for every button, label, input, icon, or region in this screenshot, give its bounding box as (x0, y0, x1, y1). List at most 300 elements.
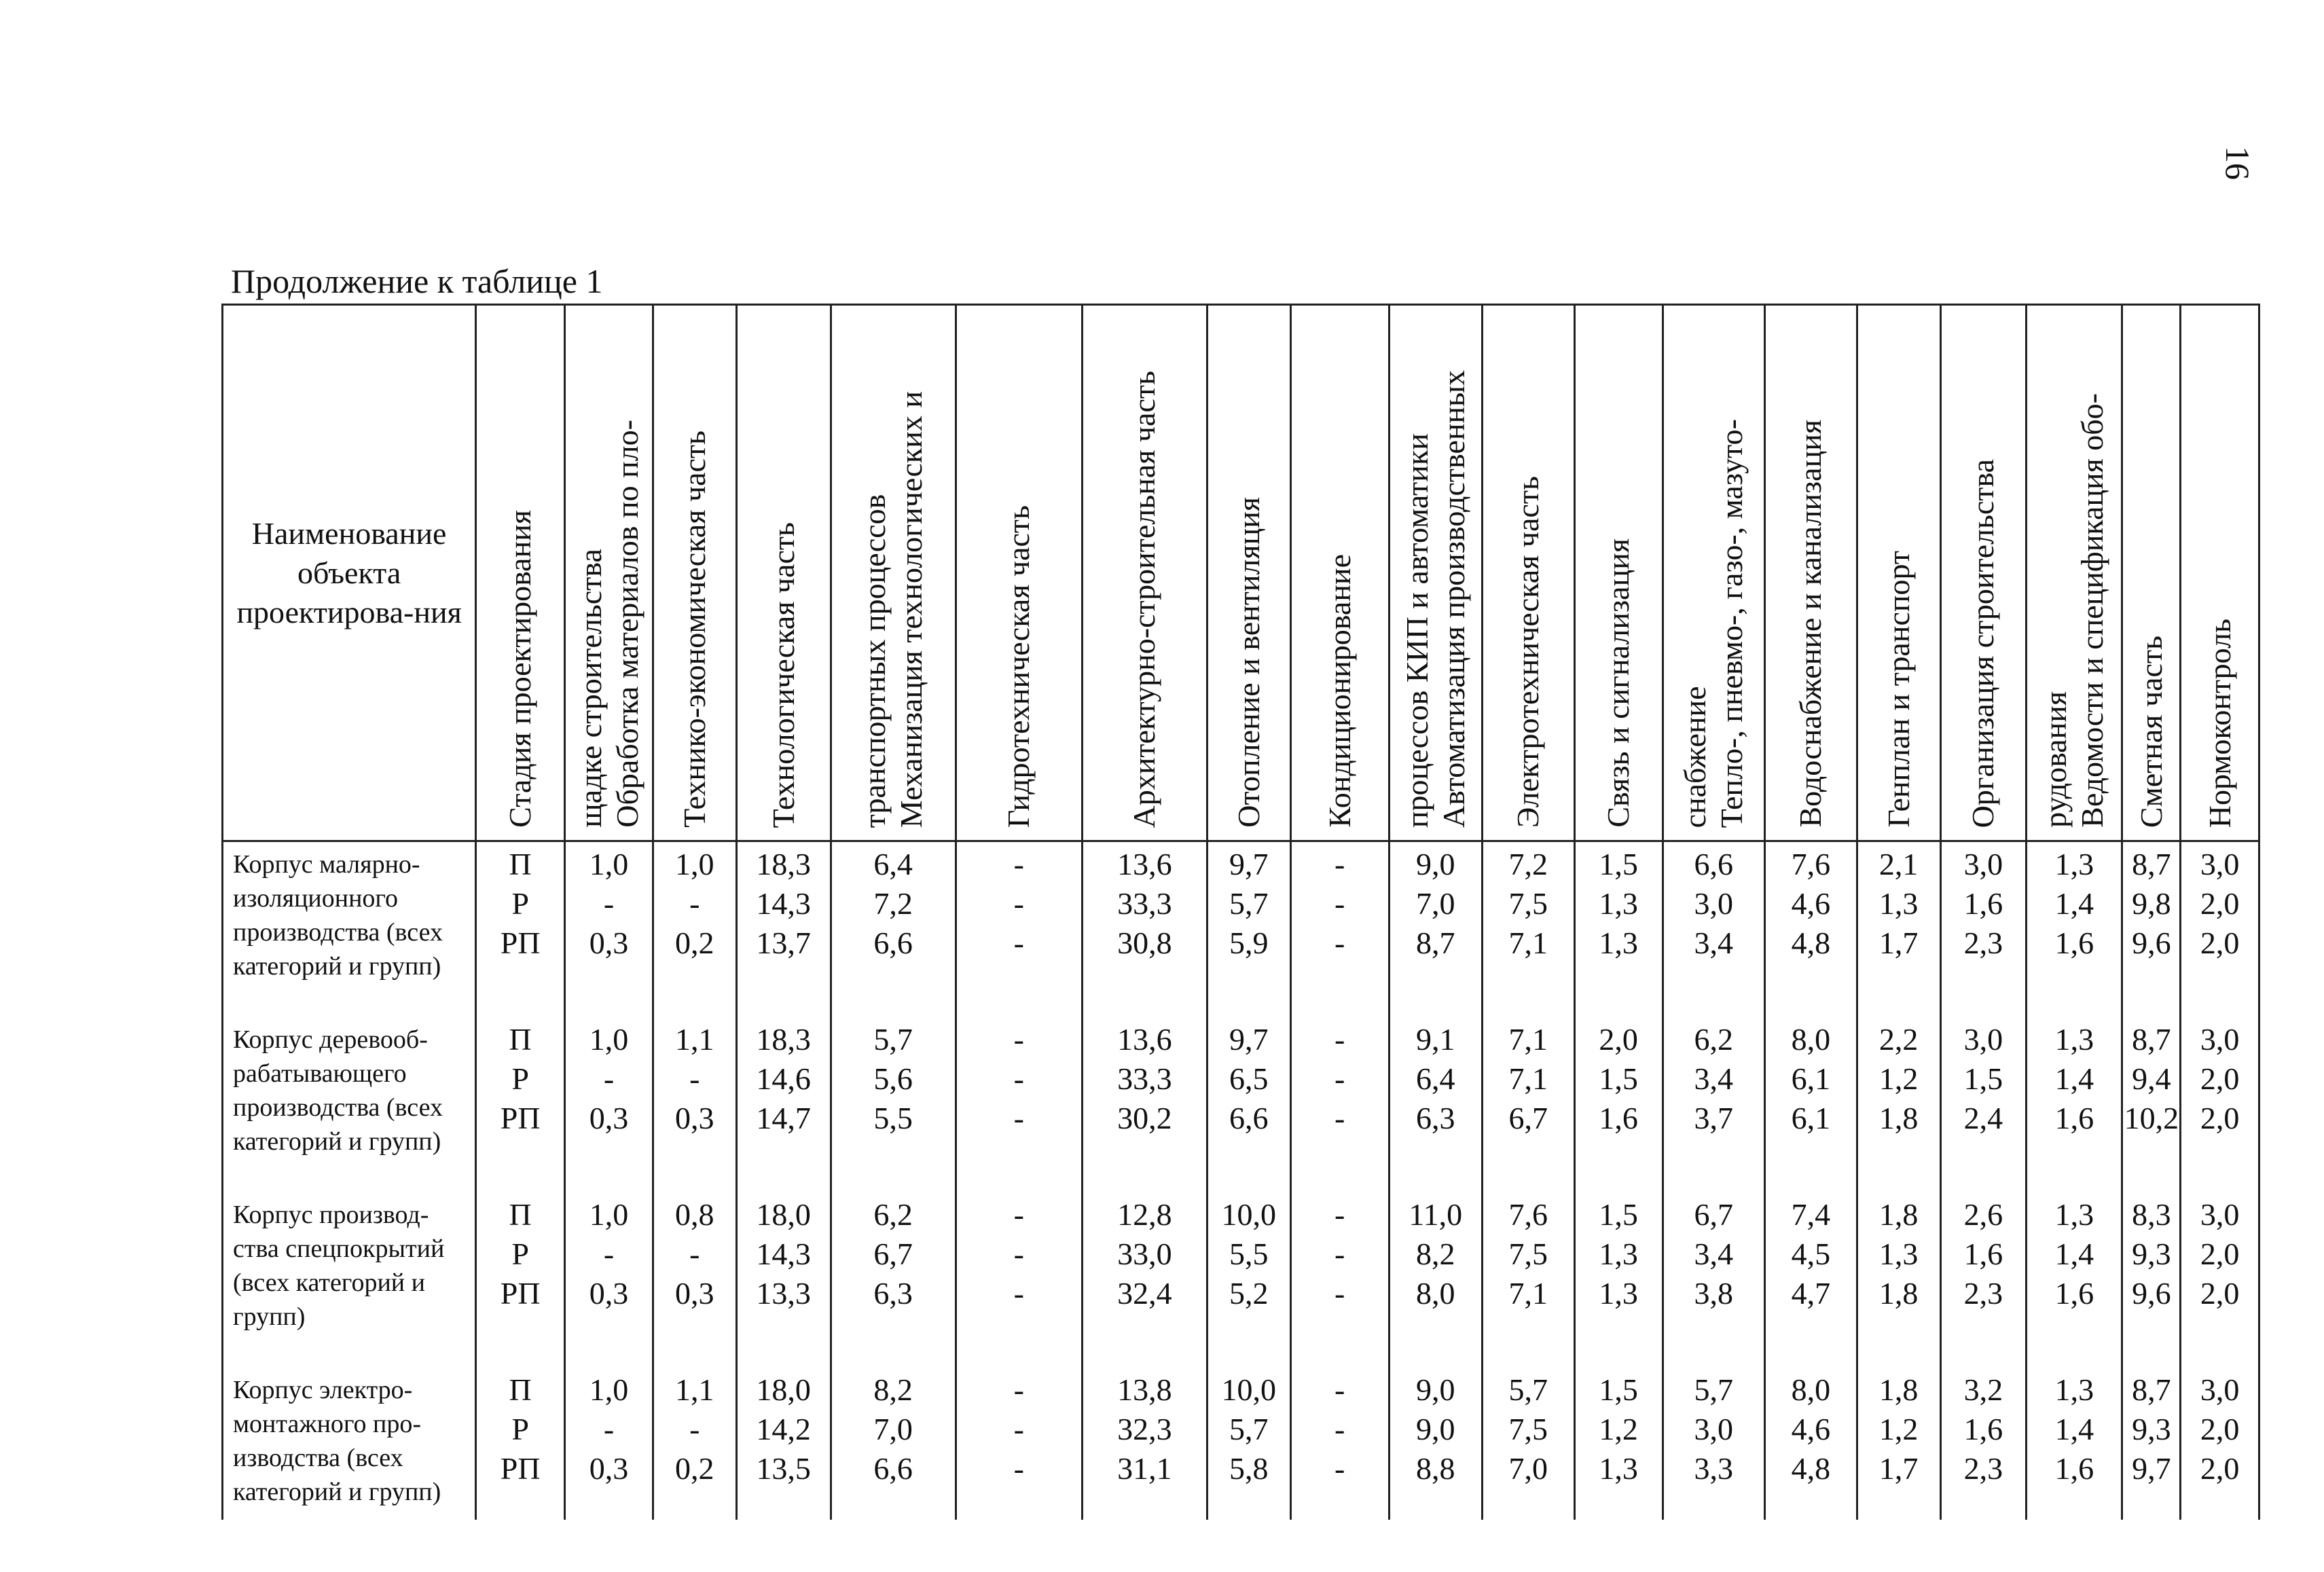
value: 1,8 (1878, 1276, 1919, 1311)
value: 3,2 (1963, 1372, 2003, 1407)
object-name-cell (223, 841, 476, 1018)
value: 0,3 (675, 1101, 714, 1135)
object-name-line: групп) (233, 1302, 306, 1331)
value: - (1013, 926, 1024, 960)
value: 7,5 (1508, 1412, 1548, 1446)
value: - (1334, 1276, 1345, 1311)
value-cell (1663, 1192, 1764, 1368)
header-c7: Отопление и вентиляция (1207, 305, 1290, 841)
object-name-line: монтажного про- (233, 1410, 422, 1438)
value: 5,8 (1229, 1451, 1269, 1486)
value: 0,3 (589, 1101, 629, 1135)
value-cell (1482, 1192, 1574, 1368)
value: 1,3 (1599, 886, 1638, 921)
value: 4,7 (1791, 1276, 1831, 1311)
value: 1,4 (2054, 1412, 2094, 1446)
table-row (223, 1192, 2259, 1368)
value: 1,3 (1599, 1451, 1638, 1486)
object-name-line: (всех категорий и (233, 1268, 425, 1297)
value: 1,6 (1599, 1101, 1638, 1135)
object-name-line: категорий и групп) (233, 1127, 441, 1156)
value: 4,8 (1791, 926, 1831, 960)
value: 8,0 (1415, 1276, 1455, 1311)
value: 9,0 (1415, 1412, 1455, 1446)
value: 0,8 (675, 1197, 714, 1232)
value: 30,2 (1117, 1101, 1172, 1135)
value: 7,1 (1508, 926, 1548, 960)
value: 0,2 (675, 926, 714, 960)
value: 9,1 (1415, 1022, 1455, 1057)
value: 1,8 (1878, 1101, 1919, 1135)
value: 13,6 (1117, 1022, 1172, 1057)
value-cell (1482, 1368, 1574, 1520)
value-cell (1764, 1017, 1857, 1192)
table-row (223, 1368, 2259, 1520)
value: 2,3 (1963, 926, 2003, 960)
value: 18,0 (756, 1197, 811, 1232)
value: 12,8 (1117, 1197, 1172, 1232)
value: 1,3 (1599, 1276, 1638, 1311)
header-c3: Технологическая часть (736, 305, 831, 841)
header-row (223, 305, 2259, 841)
value: 2,0 (1599, 1022, 1638, 1057)
value: 1,1 (675, 1372, 714, 1407)
value-cell (736, 1017, 831, 1192)
value: 1,6 (2054, 1451, 2094, 1486)
stage-value: РП (500, 1101, 541, 1135)
value-cell (956, 1368, 1082, 1520)
value: 18,3 (756, 847, 811, 881)
value-cell (2181, 1192, 2259, 1368)
value: - (689, 886, 700, 921)
value-cell (956, 841, 1082, 1018)
value: - (1013, 1451, 1024, 1486)
stage-value: Р (511, 1061, 529, 1096)
value: 2,0 (2200, 1412, 2240, 1446)
value-cell (1082, 1017, 1207, 1192)
value: 7,1 (1508, 1061, 1548, 1096)
value-cell (956, 1192, 1082, 1368)
value-cell (1207, 1368, 1290, 1520)
header-c17: Сметная часть (2122, 305, 2181, 841)
object-name-line: категорий и групп) (233, 1478, 441, 1506)
value: 8,2 (873, 1372, 913, 1407)
table-caption: Продолжение к таблице 1 (231, 262, 603, 300)
value: 1,3 (1599, 1237, 1638, 1271)
value: - (1334, 1451, 1345, 1486)
object-name-line: ства спецпокрытий (233, 1235, 445, 1263)
value: 1,8 (1878, 1372, 1919, 1407)
value-cell (1290, 841, 1389, 1018)
value: 6,3 (873, 1276, 913, 1311)
value: 1,6 (1963, 886, 2003, 921)
header-c13: Водоснабжение и канализация (1764, 305, 1857, 841)
value: 1,6 (2054, 926, 2094, 960)
value: 10,2 (2124, 1101, 2179, 1135)
value: 7,5 (1508, 1237, 1548, 1271)
value: 9,0 (1415, 847, 1455, 881)
value-cell (565, 1192, 653, 1368)
value: 9,7 (2132, 1451, 2171, 1486)
value: 8,7 (1415, 926, 1455, 960)
value: 1,1 (675, 1022, 714, 1057)
value: 6,7 (1508, 1101, 1548, 1135)
value-cell (1574, 1368, 1663, 1520)
value: 4,6 (1791, 886, 1831, 921)
value-cell (1389, 1017, 1482, 1192)
value: 1,3 (2054, 1197, 2094, 1232)
value-cell (1764, 841, 1857, 1018)
value: 0,2 (675, 1451, 714, 1486)
header-c11: Связь и сигнализация (1574, 305, 1663, 841)
value: 6,2 (873, 1197, 913, 1232)
value: 3,7 (1694, 1101, 1733, 1135)
value-cell (1389, 1368, 1482, 1520)
value: - (1013, 886, 1024, 921)
value-cell (1857, 841, 1940, 1018)
object-name-cell (223, 1368, 476, 1520)
value: 8,7 (2132, 1022, 2171, 1057)
header-c9: Автоматизация производственных процессов КИП и автоматики (1389, 305, 1482, 841)
stage-value: Р (511, 1412, 529, 1446)
header-c2: Технико-экономическая часть (653, 305, 736, 841)
value-cell (1857, 1192, 1940, 1368)
value: 5,5 (873, 1101, 913, 1135)
value: 9,3 (2132, 1412, 2171, 1446)
value: 6,2 (1694, 1022, 1733, 1057)
value: 7,2 (1508, 847, 1548, 881)
value-cell (1857, 1368, 1940, 1520)
value-cell (1082, 1192, 1207, 1368)
value-cell (2122, 1192, 2181, 1368)
value: - (1334, 1022, 1345, 1057)
value: 7,6 (1791, 847, 1831, 881)
value: 1,6 (2054, 1101, 2094, 1135)
value: 7,6 (1508, 1197, 1548, 1232)
value: 1,3 (2054, 1372, 2094, 1407)
value-cell (1574, 1017, 1663, 1192)
value-cell (1764, 1368, 1857, 1520)
value: 3,4 (1694, 926, 1733, 960)
header-c5: Гидротехническая часть (956, 305, 1082, 841)
value: 1,4 (2054, 1061, 2094, 1096)
header-c14: Генплан и транспорт (1857, 305, 1940, 841)
value-cell (1663, 841, 1764, 1018)
object-name-line: Корпус деревооб- (233, 1025, 428, 1054)
value: 1,8 (1878, 1197, 1919, 1232)
object-name-line: Корпус малярно- (233, 850, 420, 879)
value: 2,0 (2200, 1276, 2240, 1311)
stage-value: П (509, 1022, 532, 1057)
value: 1,0 (589, 1372, 629, 1407)
value: 13,7 (756, 926, 811, 960)
value: 8,7 (2132, 847, 2171, 881)
value: 5,7 (1229, 1412, 1269, 1446)
value: 9,7 (1229, 847, 1269, 881)
value: - (689, 1237, 700, 1271)
value: 5,5 (1229, 1237, 1269, 1271)
value: 13,8 (1117, 1372, 1172, 1407)
value: 6,7 (873, 1237, 913, 1271)
value: 4,8 (1791, 1451, 1831, 1486)
value: - (1334, 1101, 1345, 1135)
value-cell (1290, 1017, 1389, 1192)
object-name-line: рабатывающего (233, 1059, 407, 1088)
value-cell (653, 1192, 736, 1368)
value: - (1334, 1412, 1345, 1446)
value: 1,2 (1878, 1061, 1919, 1096)
value: - (1334, 886, 1345, 921)
header-stage: Стадия проектирования (476, 305, 565, 841)
value: 18,3 (756, 1022, 811, 1057)
value: 7,0 (873, 1412, 913, 1446)
value: - (1013, 1412, 1024, 1446)
value: 2,2 (1878, 1022, 1919, 1057)
value: 3,0 (2200, 1197, 2240, 1232)
value: - (1013, 1276, 1024, 1311)
value: 2,3 (1963, 1276, 2003, 1311)
value-cell (1082, 841, 1207, 1018)
value: 9,7 (1229, 1022, 1269, 1057)
value-cell (736, 1192, 831, 1368)
value: 14,3 (756, 1237, 811, 1271)
value: - (689, 1061, 700, 1096)
value: 6,1 (1791, 1101, 1831, 1135)
value: - (603, 1412, 615, 1446)
value: 4,5 (1791, 1237, 1831, 1271)
value: 1,5 (1599, 1197, 1638, 1232)
value: 1,3 (1599, 926, 1638, 960)
stage-cell (476, 1017, 565, 1192)
value-cell (653, 1017, 736, 1192)
value: 1,5 (1963, 1061, 2003, 1096)
value-cell (2122, 1017, 2181, 1192)
value: 7,0 (1415, 886, 1455, 921)
value: 2,0 (2200, 926, 2240, 960)
object-name-line: производства (всех (233, 1093, 443, 1122)
value: 8,0 (1791, 1372, 1831, 1407)
value: 6,6 (1229, 1101, 1269, 1135)
value: 1,5 (1599, 1372, 1638, 1407)
stage-cell (476, 1192, 565, 1368)
value: 3,3 (1694, 1451, 1733, 1486)
value: 3,0 (2200, 847, 2240, 881)
value-cell (956, 1017, 1082, 1192)
value-cell (831, 841, 956, 1018)
value-cell (831, 1017, 956, 1192)
value: 9,8 (2132, 886, 2171, 921)
value-cell (653, 841, 736, 1018)
value: 7,4 (1791, 1197, 1831, 1232)
value-cell (831, 1368, 956, 1520)
value: 1,5 (1599, 1061, 1638, 1096)
value-cell (565, 1368, 653, 1520)
value: 32,4 (1117, 1276, 1172, 1311)
value: 9,6 (2132, 1276, 2171, 1311)
value-cell (2181, 1368, 2259, 1520)
header-c1: Обработка материалов по пло- щадке строительства (565, 305, 653, 841)
value: 1,4 (2054, 886, 2094, 921)
header-c8: Кондиционирование (1290, 305, 1389, 841)
value-cell (2181, 1017, 2259, 1192)
value: 1,3 (1878, 886, 1919, 921)
value: 5,6 (873, 1061, 913, 1096)
value: 6,4 (1415, 1061, 1455, 1096)
value: 14,3 (756, 886, 811, 921)
value-cell (2181, 841, 2259, 1018)
value: 6,6 (873, 1451, 913, 1486)
stage-value: П (509, 1197, 532, 1232)
value-cell (736, 841, 831, 1018)
value-cell (1574, 841, 1663, 1018)
header-c6: Архитектурно-строительная часть (1082, 305, 1207, 841)
value-cell (1940, 1368, 2027, 1520)
value: 3,4 (1694, 1061, 1733, 1096)
value-cell (736, 1368, 831, 1520)
value: - (1013, 1101, 1024, 1135)
stage-value: П (509, 1372, 532, 1407)
value: 13,3 (756, 1276, 811, 1311)
value: 8,7 (2132, 1372, 2171, 1407)
value-cell (565, 1017, 653, 1192)
header-c10: Электротехническая часть (1482, 305, 1574, 841)
value: 5,2 (1229, 1276, 1269, 1311)
value: - (1013, 847, 1024, 881)
value-cell (1207, 1017, 1290, 1192)
value-cell (831, 1192, 956, 1368)
value: 5,7 (1694, 1372, 1733, 1407)
value: 31,1 (1117, 1451, 1172, 1486)
value: 5,7 (1229, 886, 1269, 921)
value: 6,7 (1694, 1197, 1733, 1232)
value-cell (2027, 1368, 2122, 1520)
value: 8,3 (2132, 1197, 2171, 1232)
value: - (1013, 1061, 1024, 1096)
value: - (1334, 1197, 1345, 1232)
value: 6,4 (873, 847, 913, 881)
value-cell (1389, 1192, 1482, 1368)
value: - (1013, 1197, 1024, 1232)
value: 11,0 (1409, 1197, 1463, 1232)
value: 33,0 (1117, 1237, 1172, 1271)
value: 3,0 (1694, 886, 1733, 921)
value: 8,0 (1791, 1022, 1831, 1057)
value-cell (565, 841, 653, 1018)
value: - (603, 1237, 615, 1271)
value-cell (1207, 841, 1290, 1018)
value-cell (2027, 1017, 2122, 1192)
value: 10,0 (1221, 1372, 1276, 1407)
value: 9,3 (2132, 1237, 2171, 1271)
value: 1,6 (1963, 1237, 2003, 1271)
value: 3,4 (1694, 1237, 1733, 1271)
header-c12: Тепло-, пневмо-, газо-, мазуто- снабжение (1663, 305, 1764, 841)
value: 3,0 (1963, 1022, 2003, 1057)
value: 1,2 (1599, 1412, 1638, 1446)
value: 10,0 (1221, 1197, 1276, 1232)
value: 6,6 (1694, 847, 1733, 881)
value-cell (1574, 1192, 1663, 1368)
stage-value: РП (500, 926, 541, 960)
value: 0,3 (589, 926, 629, 960)
value: 2,0 (2200, 1101, 2240, 1135)
value: 14,2 (756, 1412, 811, 1446)
object-name-line: категорий и групп) (233, 952, 441, 981)
value: 1,0 (589, 847, 629, 881)
value-cell (2122, 1368, 2181, 1520)
value: 7,1 (1508, 1276, 1548, 1311)
value: 0,3 (589, 1276, 629, 1311)
value: - (689, 1412, 700, 1446)
value-cell (1207, 1192, 1290, 1368)
value: 9,6 (2132, 926, 2171, 960)
stage-cell (476, 1368, 565, 1520)
value: 1,2 (1878, 1412, 1919, 1446)
object-name-line: Корпус производ- (233, 1201, 429, 1229)
value: 2,1 (1878, 847, 1919, 881)
value: 1,0 (589, 1197, 629, 1232)
value: 1,5 (1599, 847, 1638, 881)
value: 6,5 (1229, 1061, 1269, 1096)
header-object-name: Наименование объекта проектирова-ния (223, 305, 476, 841)
value: - (1334, 926, 1345, 960)
value: 1,6 (1963, 1412, 2003, 1446)
stage-value: РП (500, 1451, 541, 1486)
value-cell (1482, 1017, 1574, 1192)
value: 0,3 (675, 1276, 714, 1311)
value: 14,7 (756, 1101, 811, 1135)
value: 7,2 (873, 886, 913, 921)
object-name-cell (223, 1017, 476, 1192)
value: 33,3 (1117, 1061, 1172, 1096)
value-cell (1940, 1192, 2027, 1368)
value: 3,0 (1963, 847, 2003, 881)
value: - (1013, 1022, 1024, 1057)
value: 1,7 (1878, 926, 1919, 960)
value: - (1013, 1372, 1024, 1407)
value: 1,0 (675, 847, 714, 881)
value: 2,0 (2200, 886, 2240, 921)
header-c4: Механизация технологических и транспортных процессов (831, 305, 956, 841)
stage-value: Р (511, 1237, 529, 1271)
value: 30,8 (1117, 926, 1172, 960)
value-cell (653, 1368, 736, 1520)
value: - (1334, 1372, 1345, 1407)
object-name-line: производства (всех (233, 918, 443, 947)
value: 1,6 (2054, 1276, 2094, 1311)
header-c15: Организация строительства (1940, 305, 2027, 841)
object-name-line: Корпус электро- (233, 1376, 413, 1404)
value: 6,6 (873, 926, 913, 960)
value: 1,7 (1878, 1451, 1919, 1486)
value-cell (2027, 841, 2122, 1018)
value: 3,8 (1694, 1276, 1733, 1311)
value: 7,1 (1508, 1022, 1548, 1057)
value: 6,3 (1415, 1101, 1455, 1135)
value: 2,3 (1963, 1451, 2003, 1486)
value: 9,4 (2132, 1061, 2171, 1096)
value: 2,0 (2200, 1061, 2240, 1096)
stage-value: РП (500, 1276, 541, 1311)
table-row (223, 1017, 2259, 1192)
value-cell (1663, 1017, 1764, 1192)
value: 8,8 (1415, 1451, 1455, 1486)
value: 6,1 (1791, 1061, 1831, 1096)
value: 7,0 (1508, 1451, 1548, 1486)
stage-value: Р (511, 886, 529, 921)
value: 9,0 (1415, 1372, 1455, 1407)
value: 2,0 (2200, 1451, 2240, 1486)
